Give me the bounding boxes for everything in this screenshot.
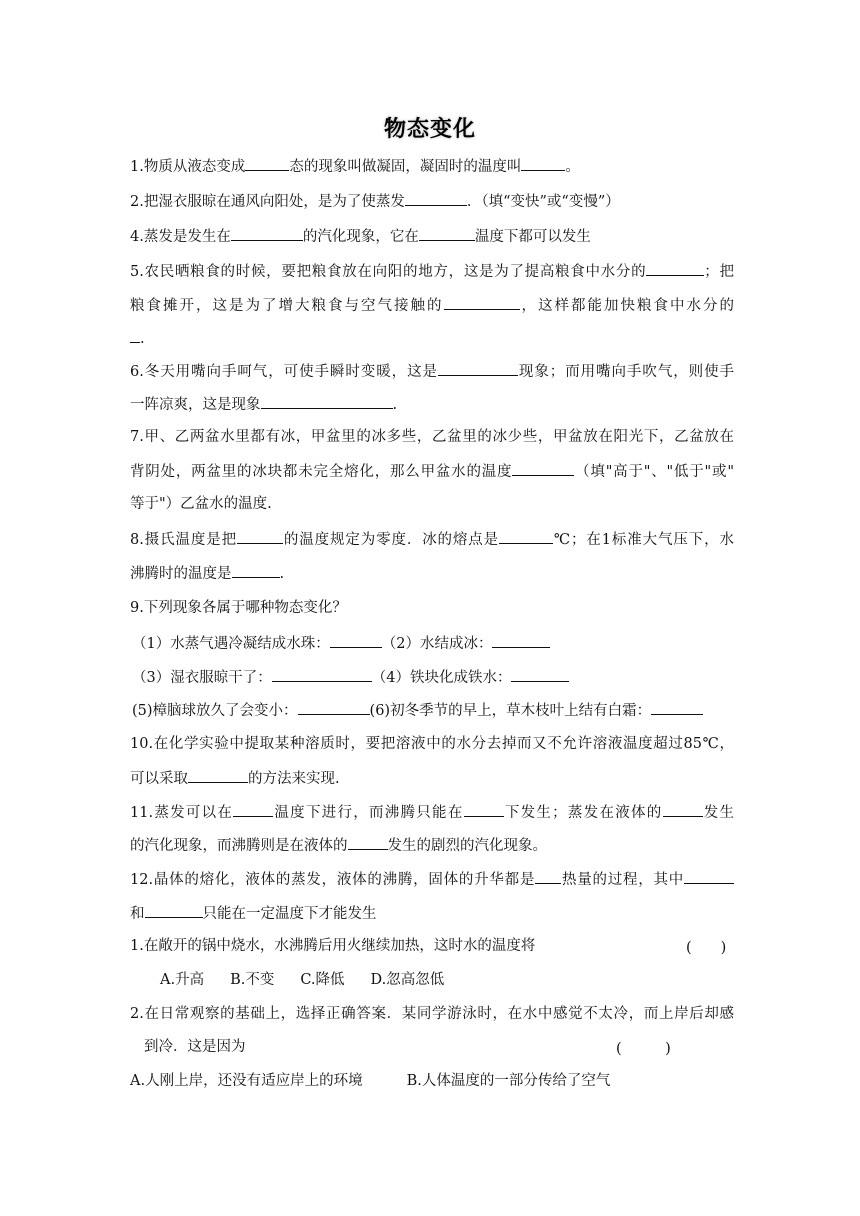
option-d[interactable]: D.忽高忽低	[370, 972, 445, 988]
question-2: 2.把湿衣服晾在通风向阳处，是为了使蒸发 ．（填“变快”或“变慢”）	[130, 191, 734, 212]
question-8-line-1: 8.摄氏温度是把 的温度规定为零度．冰的熔点是 ℃；在1标准大气压下，水	[130, 529, 734, 550]
answer-parentheses[interactable]: ( )	[616, 1041, 671, 1057]
question-9-heading: 9.下列现象各属于哪种物态变化？	[130, 600, 347, 616]
answer-blank[interactable]	[232, 563, 280, 578]
question-10-line-1: 10.在化学实验中提取某种溶质时，要把溶液中的水分去掉而又不允许溶液温度超过85℃，	[130, 736, 734, 752]
question-11-line-2: 的汽化现象，而沸腾则是在液体的 发生的剧烈的汽化现象。	[130, 835, 734, 856]
choice-question-2-options	[130, 1071, 734, 1091]
answer-blank[interactable]	[492, 633, 550, 648]
question-6-line-1: 6.冬天用嘴向手呵气，可使手瞬时变暖，这是 现象；而用嘴向手吹气，则使手	[130, 361, 734, 382]
answer-blank[interactable]	[499, 529, 553, 544]
answer-blank[interactable]	[438, 361, 518, 376]
answer-blank[interactable]	[233, 802, 273, 817]
answer-blank[interactable]	[651, 700, 703, 715]
answer-blank[interactable]	[130, 328, 140, 343]
option-c[interactable]: C.降低	[300, 972, 345, 988]
question-5-line-3: .	[130, 328, 734, 349]
answer-blank[interactable]	[405, 191, 467, 206]
answer-blank[interactable]	[188, 768, 248, 783]
answer-blank[interactable]	[419, 226, 475, 241]
choice-question-2-line-2: 到冷．这是因为	[144, 1039, 246, 1055]
question-6-line-2: 一阵凉爽，这是现象 .	[130, 394, 734, 415]
choice-question-1: 1.在敞开的锅中烧水，水沸腾后用火继续加热，这时水的温度将	[130, 938, 536, 954]
question-1: 1.物质从液态变成 态的现象叫做凝固，凝固时的温度叫 。	[130, 156, 734, 177]
question-9-row-1: （1）水蒸气遇冷凝结成水珠： （2）水结成冰：	[132, 633, 736, 654]
choice-question-1-options	[160, 970, 764, 990]
question-9-row-3: (5)樟脑球放久了会变小： (6)初冬季节的早上，草木枝叶上结有白霜：	[132, 700, 736, 721]
answer-blank[interactable]	[145, 903, 203, 918]
answer-blank[interactable]	[663, 802, 703, 817]
question-12-line-1: 12.晶体的熔化，液体的蒸发，液体的沸腾，固体的升华都是 热量的过程，其中	[130, 869, 734, 890]
option-b[interactable]: B.不变	[230, 972, 275, 988]
answer-blank[interactable]	[348, 835, 388, 850]
answer-blank[interactable]	[245, 156, 289, 171]
answer-blank[interactable]	[464, 802, 504, 817]
answer-blank[interactable]	[237, 529, 283, 544]
answer-blank[interactable]	[535, 869, 561, 884]
answer-blank[interactable]	[512, 461, 574, 476]
answer-blank[interactable]	[646, 261, 704, 276]
answer-blank[interactable]	[272, 667, 372, 682]
answer-blank[interactable]	[231, 226, 303, 241]
answer-blank[interactable]	[684, 869, 734, 884]
answer-blank[interactable]	[261, 394, 393, 409]
answer-blank[interactable]	[511, 667, 569, 682]
question-7-line-2: 背阴处，两盆里的冰块都未完全熔化，那么甲盆水的温度 （填"高于"、"低于"或"	[130, 461, 734, 482]
answer-blank[interactable]	[330, 633, 382, 648]
question-8-line-2: 沸腾时的温度是 .	[130, 563, 734, 584]
option-a[interactable]: A.人刚上岸，还没有适应岸上的环境	[130, 1073, 363, 1089]
question-10-line-2: 可以采取 的方法来实现.	[130, 768, 734, 789]
question-11-line-1: 11.蒸发可以在 温度下进行，而沸腾只能在 下发生；蒸发在液体的 发生	[130, 802, 734, 823]
question-5-line-2: 粮食摊开，这是为了增大粮食与空气接触的 ，这样都能加快粮食中水分的	[130, 295, 734, 316]
question-7-line-1: 7.甲、乙两盆水里都有冰，甲盆里的冰多些，乙盆里的冰少些，甲盆放在阳光下，乙盆放在	[130, 429, 734, 445]
question-5-line-1: 5.农民晒粮食的时候，要把粮食放在向阳的地方，这是为了提高粮食中水分的 ；把	[130, 261, 734, 282]
answer-parentheses[interactable]: ( )	[686, 940, 727, 956]
answer-blank[interactable]	[521, 156, 565, 171]
question-12-line-2: 和 只能在一定温度下才能发生	[130, 903, 734, 924]
option-b[interactable]: B.人体温度的一部分传给了空气	[406, 1073, 611, 1089]
answer-blank[interactable]	[298, 700, 370, 715]
question-4: 4.蒸发是发生在 的汽化现象，它在 温度下都可以发生	[130, 226, 734, 247]
page-title: 物态变化	[383, 117, 476, 142]
answer-blank[interactable]	[444, 295, 520, 310]
question-7-line-3: 等于"）乙盆水的温度.	[130, 496, 272, 512]
question-9-row-2: （3）湿衣服晾干了： （4）铁块化成铁水：	[132, 667, 736, 688]
option-a[interactable]: A.升高	[160, 972, 205, 988]
choice-question-2-line-1: 2.在日常观察的基础上，选择正确答案．某同学游泳时，在水中感觉不太冷，而上岸后却感	[130, 1006, 734, 1022]
